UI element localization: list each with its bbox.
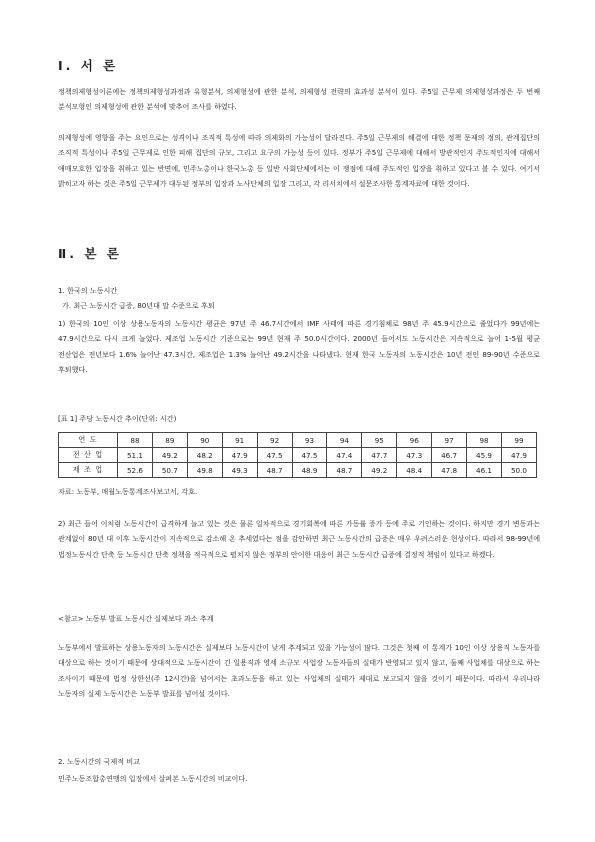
table-year-cell: 91 xyxy=(222,433,257,448)
table-cell: 49.2 xyxy=(152,448,187,463)
subsection-heading-1a: 가. 최근 노동시간 급증, 80년대 말 수준으로 후퇴 xyxy=(62,301,215,310)
table-cell: 47.4 xyxy=(327,448,362,463)
table-cell: 45.9 xyxy=(467,448,502,463)
section-1-heading: Ⅰ. 서 론 xyxy=(58,58,119,73)
table-cell: 50.0 xyxy=(501,463,536,478)
body-paragraph-1: 1) 한국의 10인 이상 상용노동자의 노동시간 평균은 97년 주 46.7시간에서 IMF 사태에 따른 경기침체로 98년 주 45.9시간으로 줄었다가 99년에는 47.9시간으로 다시 크게 늘었다. 제조업 노동시간 기준으로는 99년 현재 주 50.0시간이다. 2000년 들어서도 노동시간은 지속적으로 늘어 1-5월 평균 전산업은 전년보다 1.6% 늘어난 47.3시간, 제조업은 1.3% 늘어난 49.2시간을 나타냈다. 현재 한국 노동자의 노동시간은 10년 전인 89-90년 수준으로 후퇴했다. xyxy=(58,319,540,375)
body-paragraph-2: 2) 최근 들어 이처럼 노동시간이 급격하게 늘고 있는 것은 물론 일차적으로 경기회복에 따른 가동률 증가 등에 주로 기인하는 것이다. 하지만 경기 변동과는 관계없이 80년 대 이후 노동시간이 지속적으로 감소해 온 추세였다는 점을 감안하면 최근 노동시간의 급증은 매우 우려스러운 현상이다. 따라서 98-99년에 법정노동시간 단축 등 노동시간 단축 정책을 적극적으로 펼치지 않은 정부의 안이한 대응이 최근 노동시간 급증에 결정적 책임이 있다고 하겠다. xyxy=(58,519,541,559)
table-row-manufacturing xyxy=(59,463,537,478)
table-row-all-industries xyxy=(59,448,537,463)
table-cell: 47.9 xyxy=(501,448,536,463)
table-year-cell: 98 xyxy=(467,433,502,448)
table-row-label: 제 조 업 xyxy=(59,463,118,478)
table-year-cell: 89 xyxy=(152,433,187,448)
table-cell: 48.4 xyxy=(397,463,432,478)
table-year-cell: 94 xyxy=(327,433,362,448)
table-cell: 51.1 xyxy=(118,448,153,463)
table-cell: 47.3 xyxy=(397,448,432,463)
table-cell: 52.6 xyxy=(118,463,153,478)
note-heading: <참고> 노동부 발표 노동시간 실제보다 과소 추계 xyxy=(58,614,214,623)
table-cell: 48.9 xyxy=(292,463,327,478)
table-year-cell: 92 xyxy=(257,433,292,448)
table-year-cell: 90 xyxy=(187,433,222,448)
table-year-cell: 93 xyxy=(292,433,327,448)
intro-paragraph-2: 의제형성에 영향을 주는 요인으로는 성격이나 조직적 특성에 따라 의제화의 가능성이 달라진다. 주5일 근무제의 해결에 대한 정책 문제의 정의, 관계집단의 조직적 특성이나 주5일 근무제로 인한 피해 집단의 규모, 그리고 요구의 가능성 등이 있다. 정부가 주5일 근무제에 대해서 방관적인지 주도적인지에 대해서 애매모호한 입장을 취하고 있는 반면에, 민주노총이나 한국노총 등 일반 사회단체에서는 이 쟁점에 대해 주도적인 입장을 취하고 있다고 볼 수 있다. 여기서 밝히고자 하는 것은 주5일 근무제가 대두된 정부의 입장과 노사단체의 입장 그리고, 각 리서치에서 설문조사한 통계자료에 대한 것이다. xyxy=(58,133,540,189)
table-cell: 47.8 xyxy=(432,463,467,478)
table-cell: 47.9 xyxy=(222,448,257,463)
table-year-cell: 97 xyxy=(432,433,467,448)
subsection-heading-1: 1. 한국의 노동시간 xyxy=(58,286,118,295)
subsection-heading-2: 2. 노동시간의 국제적 비교 xyxy=(58,757,141,766)
table-caption: [표 1] 주당 노동시간 추이(단위: 시간) xyxy=(58,414,177,423)
table-cell: 48.7 xyxy=(257,463,292,478)
table-year-cell: 95 xyxy=(362,433,397,448)
table-year-cell: 96 xyxy=(397,433,432,448)
section-2-heading: Ⅱ. 본 론 xyxy=(58,246,122,261)
intro-paragraph-1: 정책의제형성이론에는 정책의제형성과정과 유형분석, 의제형성에 관한 분석, 의제형성 전략의 효과성 분석이 있다. 주5일 근무제 의제형성과정은 두 번째 분석모형인 의제형성에 관한 분석에 맞추어 조사를 하였다. xyxy=(58,87,540,112)
table-cell: 49.2 xyxy=(362,463,397,478)
table-cell: 47.7 xyxy=(362,448,397,463)
table-cell: 49.8 xyxy=(187,463,222,478)
table-cell: 47.5 xyxy=(257,448,292,463)
table-year-cell: 88 xyxy=(118,433,153,448)
table-row-label: 전 산 업 xyxy=(59,448,118,463)
working-hours-table xyxy=(58,432,537,478)
table-header-row xyxy=(59,433,537,448)
table-cell: 49.3 xyxy=(222,463,257,478)
table-cell: 46.1 xyxy=(467,463,502,478)
table-cell: 48.7 xyxy=(327,463,362,478)
table-year-cell: 99 xyxy=(501,433,536,448)
table-header-label: 연 도 xyxy=(59,433,118,448)
subsection-2-paragraph: 민주노동조합총연맹의 입장에서 살펴본 노동시간의 비교이다. xyxy=(58,774,248,783)
table-cell: 46.7 xyxy=(432,448,467,463)
note-paragraph: 노동부에서 발표하는 상용노동자의 노동시간은 실제보다 노동시간이 낮게 추계되고 있을 가능성이 많다. 그것은 첫째 이 통계가 10인 이상 상용직 노동자를 대상으로 하는 것이기 때문에 상대적으로 노동시간이 긴 일용직과 영세 소규모 사업장 노동자들의 실태가 반영되고 있지 않고, 둘째 사업체를 대상으로 하는 조사이기 때문에 법정 상한선(주 12시간)을 넘어서는 초과노동을 하고 있는 사업체의 실태가 제대로 보고되지 않을 것이기 때문이다. 따라서 우리나라 노동자의 실제 노동시간은 노동부 발표를 넘어설 것이다. xyxy=(58,643,540,699)
table-cell: 50.7 xyxy=(152,463,187,478)
table-cell: 48.2 xyxy=(187,448,222,463)
table-source: 자료: 노동부, 매월노동통계조사보고서, 각호. xyxy=(58,487,198,496)
table-cell: 47.5 xyxy=(292,448,327,463)
